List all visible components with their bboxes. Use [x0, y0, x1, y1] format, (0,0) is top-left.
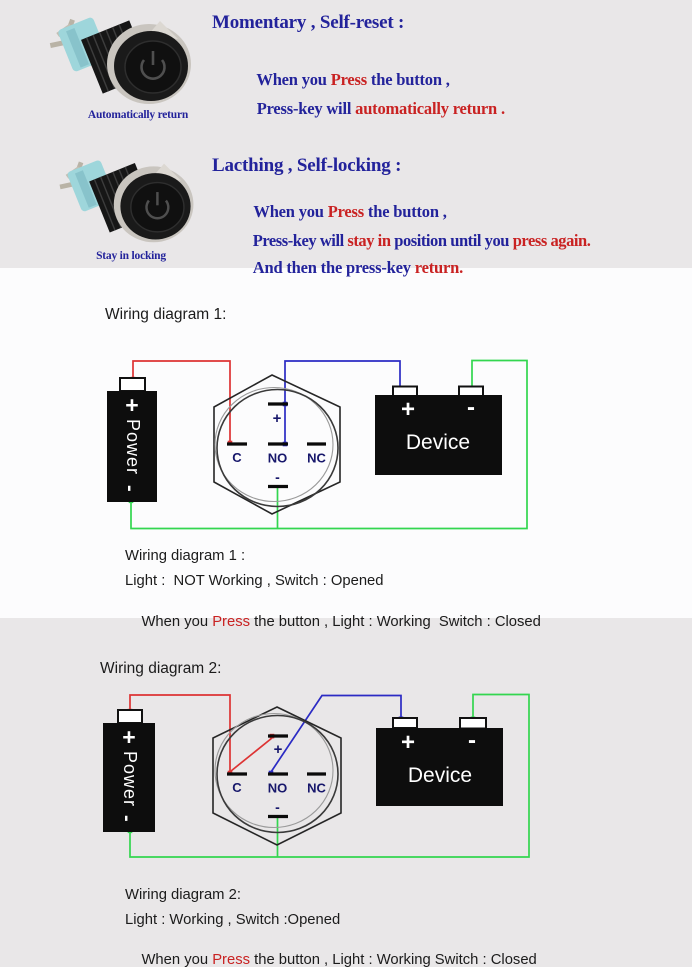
- latching-heading: Lacthing , Self-locking :: [212, 155, 402, 176]
- caption-stay-in-locking: Stay in locking: [96, 250, 166, 262]
- instruction-line: [238, 238, 463, 298]
- text-part: the button , Light : Working Switch : Closed: [250, 952, 537, 967]
- text-part: return.: [414, 258, 463, 277]
- power-box: [103, 710, 155, 832]
- push-button-photo-latching: [54, 156, 202, 248]
- diagram2-heading: Wiring diagram 2:: [100, 660, 222, 677]
- c-label: C: [232, 450, 242, 465]
- instruction-line: [241, 79, 505, 139]
- device-plus-label: +: [400, 729, 416, 756]
- text-part: Press: [212, 952, 251, 967]
- device-plus-tab: [393, 387, 417, 397]
- text-part: the button ,: [364, 202, 447, 221]
- button-face-inner: [131, 183, 184, 232]
- text-part: When you: [141, 952, 213, 967]
- power-plus-label: +: [122, 724, 136, 750]
- nc-label: NC: [307, 780, 326, 796]
- button-face-inner: [125, 41, 181, 93]
- text-part: When you: [256, 70, 331, 89]
- no-label: NO: [267, 780, 288, 796]
- diagram1-note-2: Light : NOT Working , Switch : Opened: [125, 573, 384, 589]
- text-part: automatically return .: [355, 99, 505, 118]
- text-part: position until you: [390, 231, 513, 250]
- power-box: [107, 378, 157, 502]
- device-plus-label: +: [400, 396, 416, 423]
- device-label: Device: [405, 431, 471, 454]
- power-minus-label: -: [119, 485, 141, 492]
- power-label: Power: [120, 751, 140, 808]
- power-terminal-tab: [118, 710, 142, 723]
- push-button-photo-momentary: [48, 13, 196, 110]
- device-minus-label: -: [467, 394, 475, 421]
- power-plus-label: +: [125, 392, 139, 418]
- power-label: Power: [123, 419, 143, 476]
- device-box: [375, 387, 502, 476]
- text-part: Press: [212, 614, 251, 630]
- text-part: press again.: [512, 231, 591, 250]
- text-part: stay in: [347, 231, 391, 250]
- caption-automatically-return: Automatically return: [87, 109, 189, 121]
- text-part: Press: [330, 70, 367, 89]
- diagram1-note-1: Wiring diagram 1 :: [125, 548, 246, 564]
- red-jumper-c-to-led: [231, 738, 272, 771]
- text-part: Press: [327, 202, 364, 221]
- diagram1-heading: Wiring diagram 1:: [105, 306, 227, 323]
- led-plus-label: +: [273, 741, 283, 758]
- device-plus-tab: [393, 718, 417, 728]
- text-part: Press-key will: [252, 231, 348, 250]
- power-terminal-tab: [120, 378, 145, 391]
- diagram2-note-2: Light : Working , Switch :Opened: [125, 912, 341, 928]
- led-plus-label: +: [272, 410, 282, 427]
- led-minus-label: -: [275, 799, 280, 815]
- device-label: Device: [407, 764, 473, 787]
- power-minus-label: -: [116, 815, 138, 822]
- nc-label: NC: [307, 450, 326, 466]
- text-part: the button ,: [367, 70, 450, 89]
- device-minus-label: -: [468, 727, 476, 754]
- diagram1-note-3: [125, 598, 541, 646]
- text-part: And then the press-key: [252, 258, 415, 277]
- text-part: When you: [253, 202, 328, 221]
- no-label: NO: [267, 450, 288, 466]
- wiring-diagram-2: [0, 680, 692, 870]
- diagram2-note-3: [125, 936, 537, 967]
- text-part: Press-key will: [256, 99, 356, 118]
- wiring-diagram-1: [0, 340, 692, 545]
- device-box: [376, 718, 503, 806]
- momentary-heading: Momentary , Self-reset :: [212, 12, 405, 33]
- text-part: the button , Light : Working Switch : Closed: [250, 614, 541, 630]
- diagram2-note-1: Wiring diagram 2:: [125, 887, 241, 903]
- c-label: C: [232, 780, 242, 795]
- text-part: When you: [141, 614, 213, 630]
- led-minus-label: -: [275, 469, 280, 485]
